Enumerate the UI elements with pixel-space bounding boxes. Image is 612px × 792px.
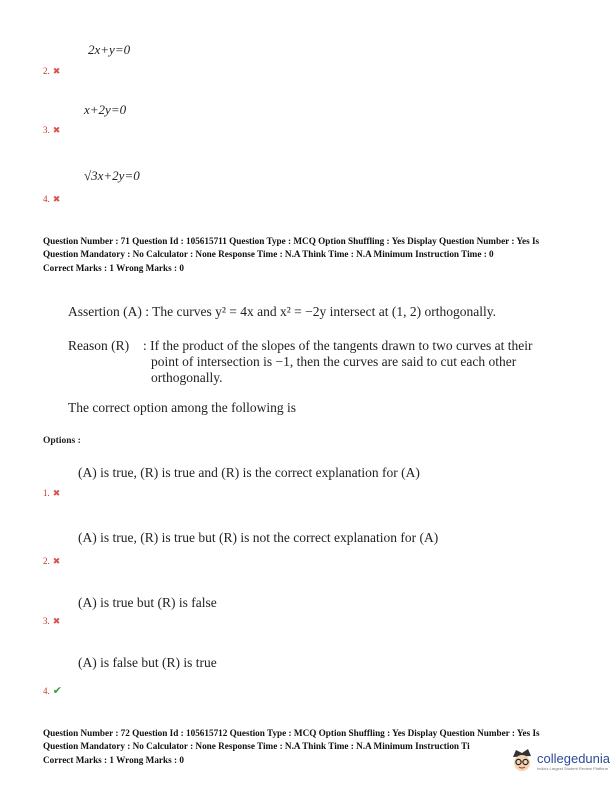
- brand-name: collegedunia: [537, 751, 611, 766]
- option-equation: 2x+y=0: [88, 42, 131, 57]
- cross-icon: ✖: [52, 125, 61, 135]
- option-text: (A) is true, (R) is true and (R) is the correct explanation for (A): [78, 465, 420, 480]
- question-prompt: The correct option among the following is: [68, 400, 296, 415]
- cross-icon: ✖: [52, 556, 61, 566]
- cross-icon: ✖: [52, 616, 61, 626]
- cross-icon: ✖: [52, 194, 61, 204]
- option-number: 3. ✖: [43, 616, 61, 626]
- question-meta: Question Number : 71 Question Id : 105615711 Question Type : MCQ Option Shuffling : Yes Display Question Number : Yes Is Question Mandatory : No Calculator : None Response Time : N.A Think Time : N.A Minimum Instruction Time : 0 Correct Marks : 1 Wrong Marks : 0: [43, 236, 540, 273]
- option-equation: √3x+2y=0: [84, 168, 140, 183]
- options-label: Options :: [43, 436, 81, 446]
- option-equation: x+2y=0: [84, 102, 127, 117]
- option-number: 2. ✖: [43, 66, 61, 76]
- option-text: (A) is true but (R) is false: [78, 595, 217, 610]
- option-text: (A) is false but (R) is true: [78, 655, 217, 670]
- reason-text: : If the product of the slopes of the tangents drawn to two curves at their point of intersection is −1, then the curves are said to cut each other orthogonally.: [143, 338, 533, 385]
- assertion: Assertion (A) : The curves y² = 4x and x² = −2y intersect at (1, 2) orthogonally.: [68, 304, 496, 319]
- option-number: 1. ✖: [43, 488, 61, 498]
- brand-tagline: India's Largest Student Review Platform: [537, 766, 609, 771]
- option-number: 3. ✖: [43, 125, 61, 135]
- option-number: 4. ✖: [43, 194, 61, 204]
- mascot-icon: [510, 748, 534, 774]
- check-icon: ✔: [52, 685, 62, 697]
- cross-icon: ✖: [52, 66, 61, 76]
- collegedunia-logo: [510, 748, 610, 774]
- option-number: 2. ✖: [43, 556, 61, 566]
- reason-label: Reason (R): [68, 338, 130, 353]
- question-meta: Question Number : 72 Question Id : 105615712 Question Type : MCQ Option Shuffling : Yes Display Question Number : Yes Is Question Mandatory : No Calculator : None Response Time : N.A Think Time : N.A Minimum Instruction Ti Correct Marks : 1 Wrong Marks : 0: [43, 728, 540, 765]
- cross-icon: ✖: [52, 488, 61, 498]
- option-text: (A) is true, (R) is true but (R) is not the correct explanation for (A): [78, 530, 439, 545]
- option-number: 4. ✔: [43, 685, 62, 697]
